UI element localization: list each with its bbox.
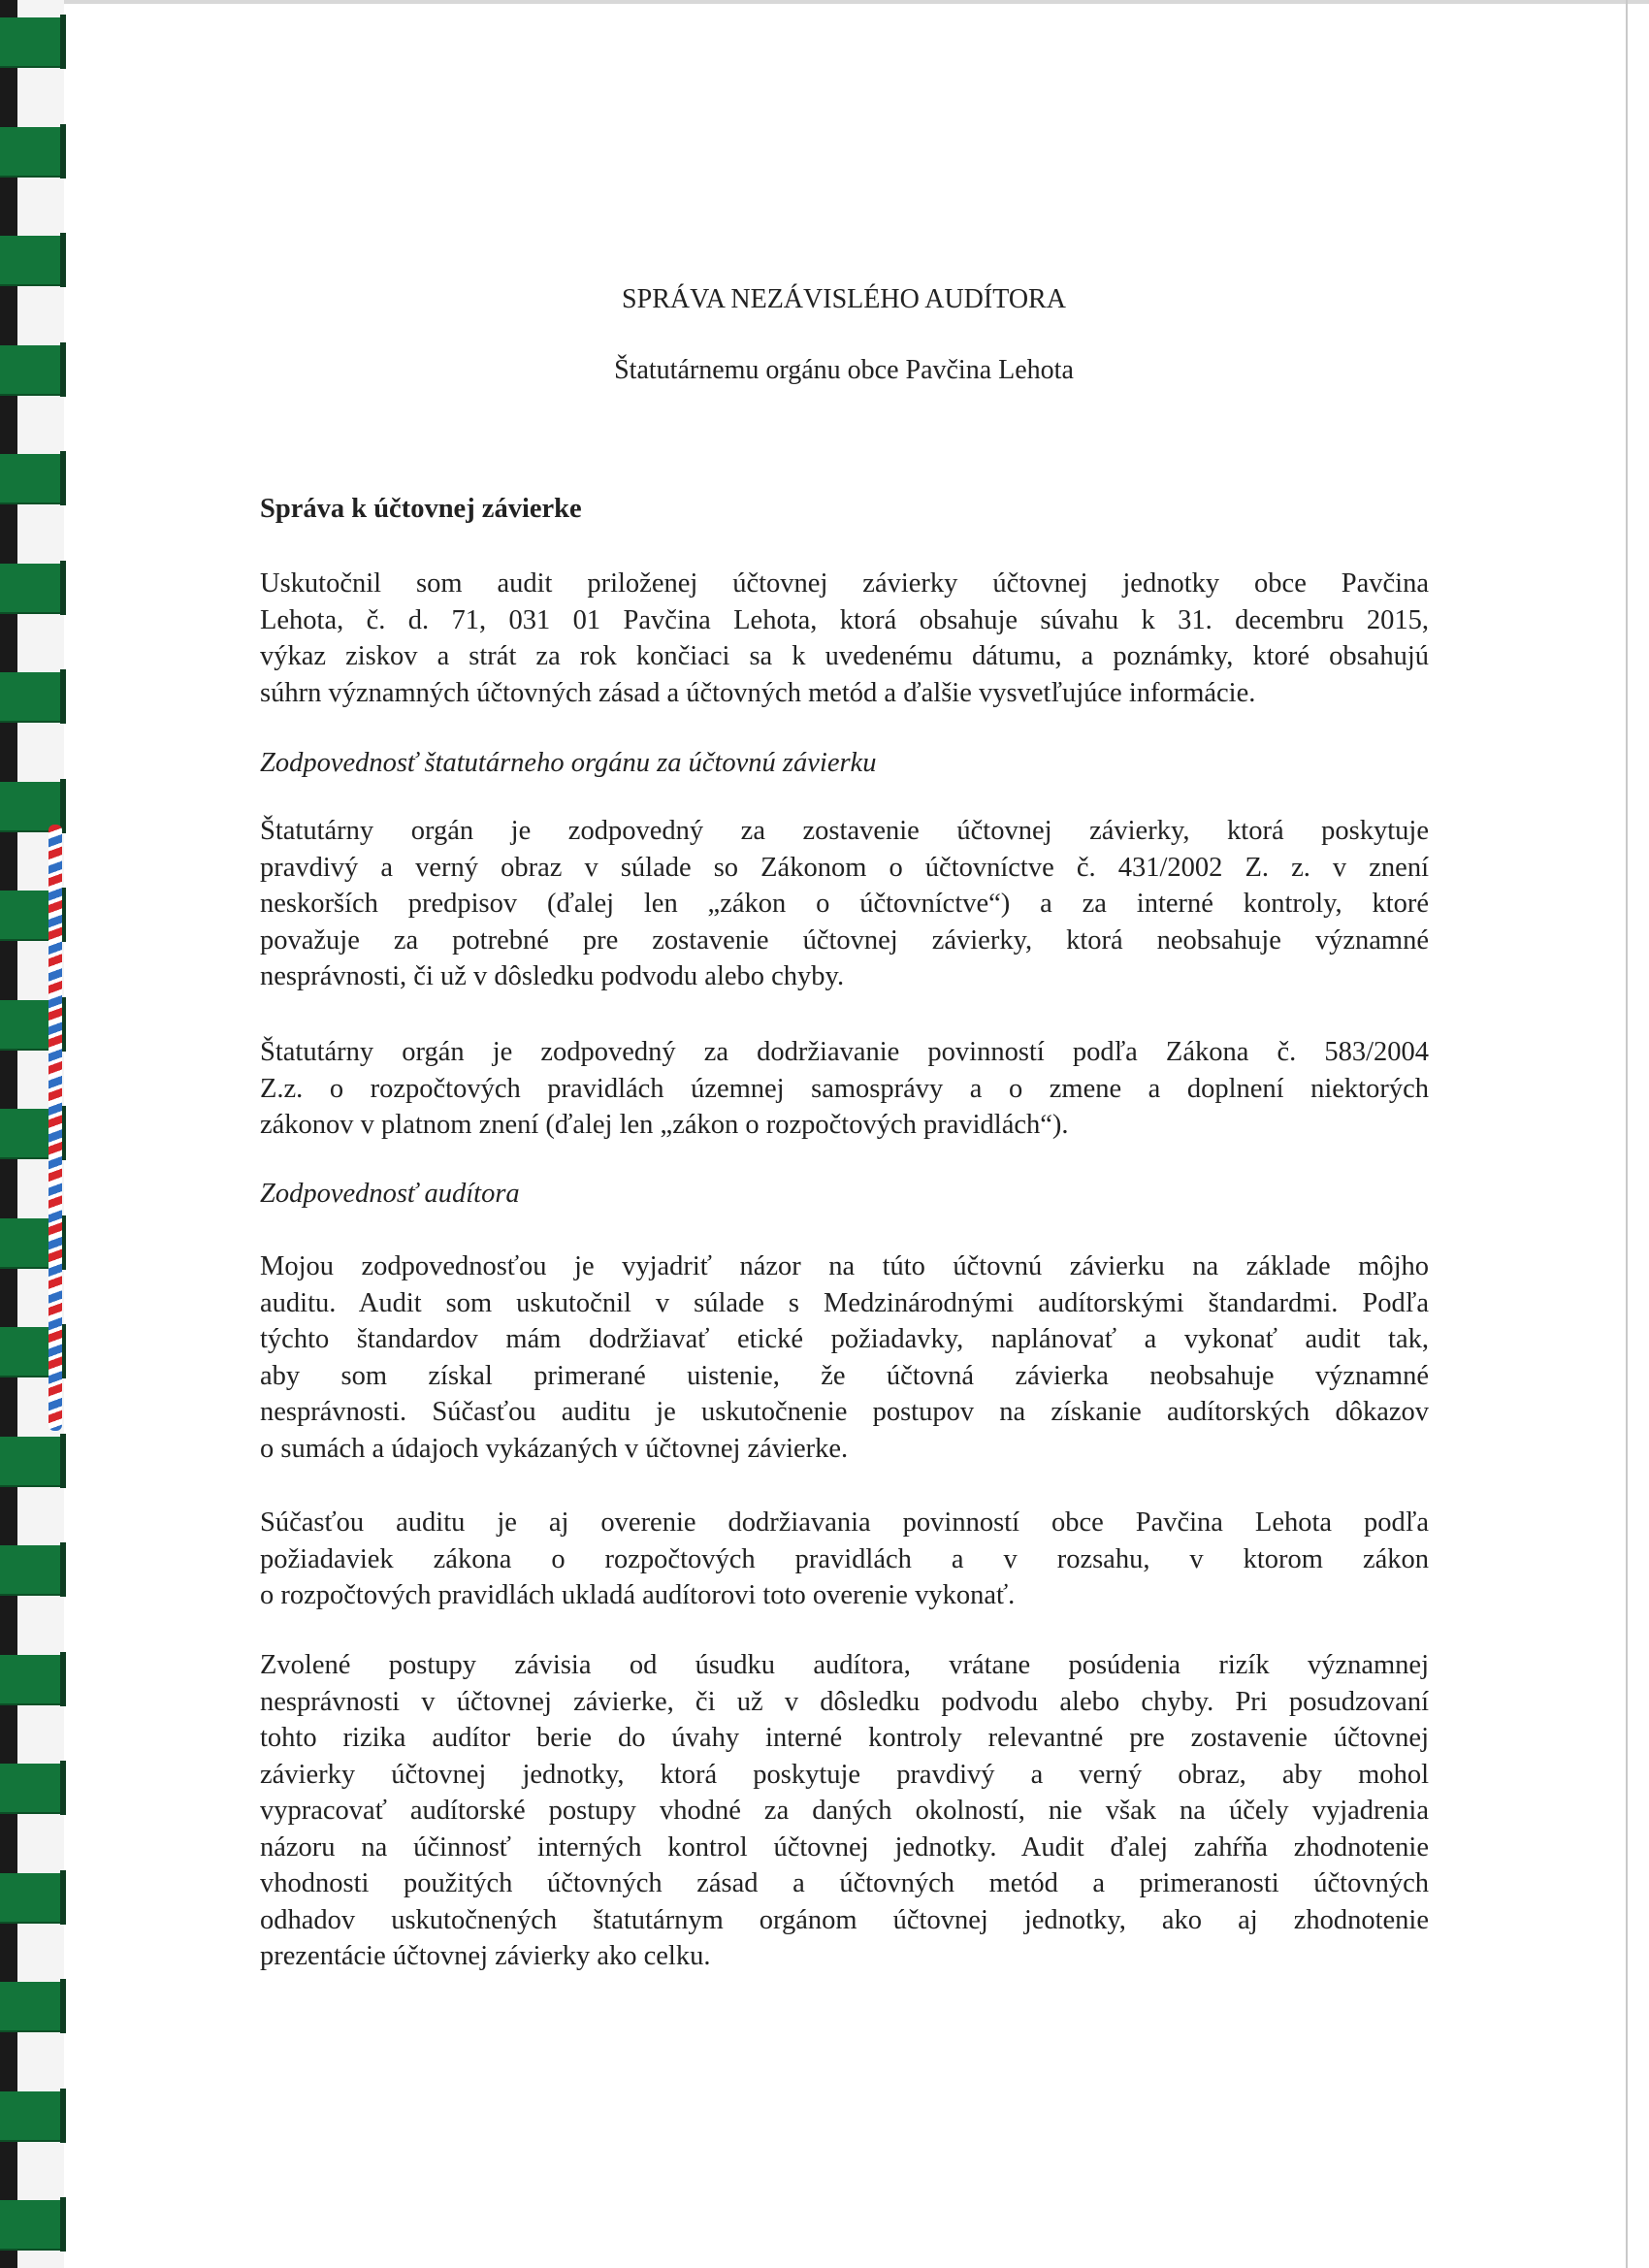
text-line: neskorších predpisov (ďalej len „zákon o účtovníctve“) a za interné kontroly, ktoré: [260, 889, 1429, 919]
binding-comb: [0, 454, 64, 504]
binding-comb: [0, 127, 64, 178]
text-line: tohto rizika audítor berie do úvahy interné kontroly relevantné pre zostavenie účtovnej: [260, 1723, 1429, 1753]
text-line: Mojou zodpovednosťou je vyjadriť názor na túto účtovnú závierku na základe môjho: [260, 1251, 1429, 1281]
binding-comb: [0, 236, 64, 286]
text-line: výkaz ziskov a strát za rok končiaci sa k uvedenému dátumu, a poznámky, ktoré obsahujú: [260, 641, 1429, 671]
text-line: Zvolené postupy závisia od úsudku audítora, vrátane posúdenia rizík významnej: [260, 1650, 1429, 1680]
binding-comb-tab: [60, 233, 66, 287]
text-line: zákonov v platnom znení (ďalej len „zákon o rozpočtových pravidlách“).: [260, 1110, 1069, 1140]
binding-comb-tab: [60, 1761, 66, 1815]
text-line: závierky účtovnej jednotky, ktorá poskytuje pravdivý a verný obraz, aby mohol: [260, 1759, 1429, 1790]
binding-comb: [0, 1764, 64, 1814]
text-line: auditu. Audit som uskutočnil v súlade s Medzinárodnými audítorskými štandardmi. Podľa: [260, 1287, 1429, 1318]
binding-comb-tab: [60, 1434, 66, 1488]
text-line: názoru na účinnosť interných kontrol účtovnej jednotky. Audit ďalej zahŕňa zhodnotenie: [260, 1831, 1429, 1863]
text-line: pravdivý a verný obraz v súlade so Zákonom o účtovníctve č. 431/2002 Z. z. v znení: [260, 852, 1429, 883]
text-line: Lehota, č. d. 71, 031 01 Pavčina Lehota, ktorá obsahuje súvahu k 31. decembru 2015,: [260, 604, 1429, 635]
text-line: Súčasťou auditu je aj overenie dodržiavania povinností obce Pavčina Lehota podľa: [260, 1507, 1429, 1538]
binding-comb-tab: [60, 2197, 66, 2252]
binding-comb: [0, 1655, 64, 1705]
page-top-edge: [64, 0, 1649, 4]
binding-comb: [0, 1545, 64, 1596]
binding-comb-tab: [60, 561, 66, 615]
page-right-edge: [1626, 0, 1628, 2268]
paragraph: [260, 1248, 1429, 1467]
text-line: Uskutočnil som audit priloženej účtovnej závierky účtovnej jednotky obce Pavčina: [260, 568, 1429, 599]
binding-comb-tab: [60, 779, 66, 833]
text-line: nesprávnosti v účtovnej závierke, či už v dôsledku podvodu alebo chyby. Pri posudzovaní: [260, 1686, 1429, 1717]
text-line: Štatutárny orgán je zodpovedný za zostavenie účtovnej závierky, ktorá poskytuje: [260, 816, 1429, 846]
text-line: považuje za potrebné pre zostavenie účtovnej závierky, ktorá neobsahuje významné: [260, 924, 1429, 956]
text-line: o sumách a údajoch vykázaných v účtovnej závierke.: [260, 1433, 849, 1464]
paragraph: [260, 813, 1429, 995]
tricolor-cord: [48, 825, 62, 1431]
binding-comb-tab: [60, 2089, 66, 2143]
text-line: prezentácie účtovnej závierky ako celku.: [260, 1941, 711, 1971]
binding-comb: [0, 1873, 64, 1924]
paragraph: [260, 1647, 1429, 1975]
binding-comb: [0, 17, 64, 68]
binding-comb-tab: [60, 669, 66, 724]
binding-comb-tab: [60, 1870, 66, 1925]
binding-comb-tab: [60, 1652, 66, 1706]
text-line: nesprávnosti, či už v dôsledku podvodu alebo chyby.: [260, 961, 845, 991]
binding-comb: [0, 564, 64, 614]
text-line: požiadaviek zákona o rozpočtových pravidlách a v rozsahu, v ktorom zákon: [260, 1543, 1429, 1574]
section-heading: Správa k účtovnej závierke: [260, 494, 582, 524]
comb-binding: [0, 0, 78, 2268]
binding-comb: [0, 2091, 64, 2142]
text-line: vypracovať audítorské postupy vhodné za daných okolností, nie však na účely vyjadrenia: [260, 1796, 1429, 1826]
document-title: SPRÁVA NEZÁVISLÉHO AUDÍTORA: [622, 284, 1066, 314]
text-line: aby som získal primerané uistenie, že účtovná závierka neobsahuje významné: [260, 1360, 1429, 1391]
binding-comb-tab: [60, 124, 66, 178]
text-line: vhodnosti použitých účtovných zásad a účtovných metód a primeranosti účtovných: [260, 1868, 1429, 1898]
binding-comb: [0, 1982, 64, 2032]
binding-comb-tab: [60, 451, 66, 505]
text-line: Z.z. o rozpočtových pravidlách územnej samosprávy a o zmene a doplnení niektorých: [260, 1073, 1429, 1104]
document-subtitle: Štatutárnemu orgánu obce Pavčina Lehota: [614, 355, 1074, 385]
subheading-auditor-responsibility: Zodpovednosť audítora: [260, 1179, 520, 1209]
text-line: odhadov uskutočnených štatutárnym orgánom účtovnej jednotky, ako aj zhodnotenie: [260, 1904, 1429, 1935]
binding-comb: [0, 1437, 64, 1487]
text-line: o rozpočtových pravidlách ukladá audítorovi toto overenie vykonať.: [260, 1580, 1016, 1610]
text-line: Štatutárny orgán je zodpovedný za dodržiavanie povinností podľa Zákona č. 583/2004: [260, 1037, 1429, 1067]
binding-comb: [0, 672, 64, 723]
binding-comb-tab: [60, 1979, 66, 2033]
binding-comb: [0, 2200, 64, 2251]
binding-comb-tab: [60, 1542, 66, 1597]
text-line: súhrn významných účtovných zásad a účtovných metód a ďalšie vysvetľujúce informácie.: [260, 677, 1256, 708]
subheading-management-responsibility: Zodpovednosť štatutárneho orgánu za účtovnú závierku: [260, 748, 877, 778]
text-line: týchto štandardov mám dodržiavať etické požiadavky, naplánovať a vykonať audit tak,: [260, 1324, 1429, 1354]
binding-comb-tab: [60, 15, 66, 69]
paragraph: [260, 566, 1429, 711]
paragraph: [260, 1505, 1429, 1614]
paragraph: [260, 1034, 1429, 1144]
text-line: nesprávnosti. Súčasťou auditu je uskutočnenie postupov na získanie audítorských dôkazov: [260, 1397, 1429, 1427]
